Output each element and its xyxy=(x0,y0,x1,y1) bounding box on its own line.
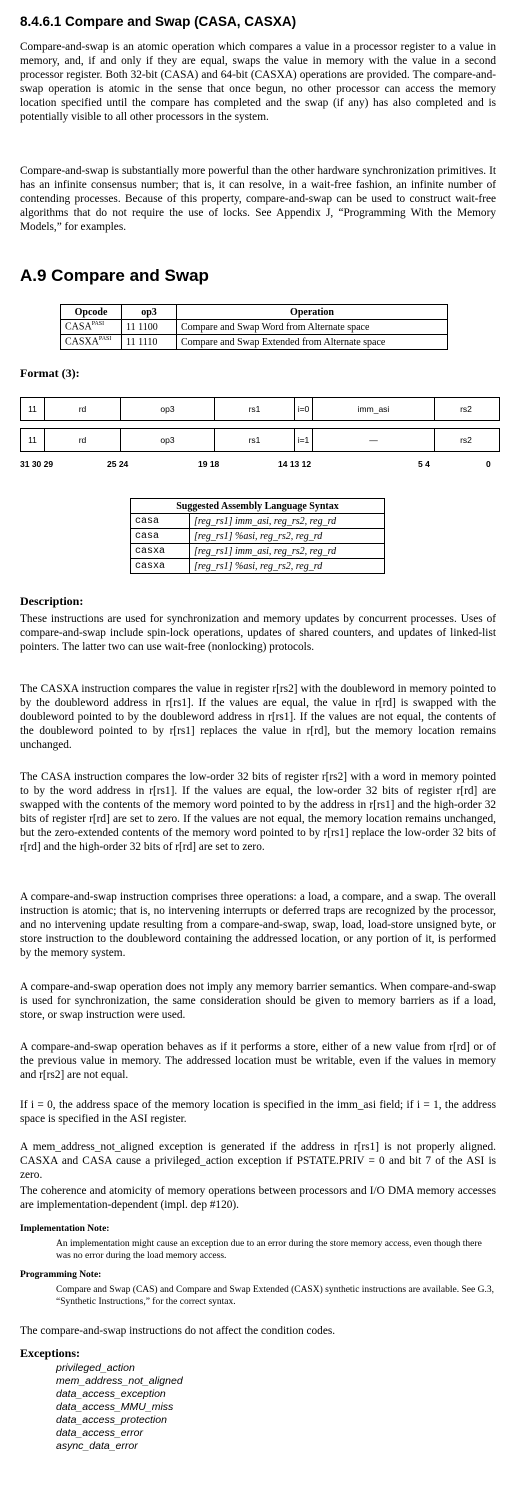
format-field: i=0 xyxy=(295,398,313,420)
desc-p3-text: The CASA instruction compares the low-order 32 bits of register r[rs2] with a word in memory pointed to by the word address in r[rs1]. If the values are equal, the low-order 32 bits of register r[rd] are swapped with the contents of the memory word pointed to by the address in r[rs1] and the high-order 32 bits of register r[rd] are set to zero. If the values are not equal, the memory location remains unchanged, but the zero-extended contents of the memory word pointed to by r[rs1] replace the low-order 32 bits of r[rd] and the high-order 32 bits of r[rd] are set to zero. xyxy=(20,771,496,853)
assembly-syntax-header: Suggested Assembly Language Syntax xyxy=(131,499,385,514)
op3-cell: 11 1110 xyxy=(122,335,177,350)
operation-cell: Compare and Swap Extended from Alternate space xyxy=(177,335,448,350)
bit-number: 25 24 xyxy=(107,459,129,469)
opcode-row xyxy=(61,335,448,350)
desc-p7-text: If i = 0, the address space of the memory location is specified in the imm_asi field; if i = 1, the address space is specified in the ASI register. xyxy=(20,1099,496,1125)
opcode-cell: $CASA^{PASI}$ xyxy=(61,320,122,335)
format-row-imm xyxy=(20,397,500,421)
desc-p5-text: A compare-and-swap operation does not imply any memory barrier semantics. When compare-and-swap is used for synchronization, the same consideration should be given to memory barriers as if a load, store, or swap instruction were used. xyxy=(20,981,496,1021)
description-paragraph-5 xyxy=(20,980,496,1022)
exceptions-list xyxy=(56,1362,183,1453)
operation-header: Operation xyxy=(177,305,448,320)
opcode-cell: $CASXA^{PASI}$ xyxy=(61,335,122,350)
exception-item: mem_address_not_aligned xyxy=(56,1375,183,1387)
opcode-row xyxy=(61,320,448,335)
asm-syntax: [reg_rs1] imm_asi, reg_rs2, reg_rd xyxy=(190,544,385,559)
exception-item: data_access_MMU_miss xyxy=(56,1401,174,1413)
intro-paragraph-2 xyxy=(20,164,496,234)
opcode-header: Opcode xyxy=(61,305,122,320)
exception-item: data_access_protection xyxy=(56,1414,167,1426)
bit-number: 0 xyxy=(486,459,491,469)
programming-note-label: Programming Note: xyxy=(20,1270,102,1280)
desc-p4-text: A compare-and-swap instruction comprises three operations: a load, a compare, and a swap. The overall instruction is atomic; that is, no intervening interrupts or deferred traps are recognized by the processor, and no intervening update resulting from a compare-and-swap, swap, load, load-store unsigned byte, or store instruction to the doubleword containing the addressed location, or any portion of it, is performed by the memory system. xyxy=(20,891,496,959)
format-field: op3 xyxy=(121,429,215,451)
implementation-note-text: An implementation might cause an exception due to an error during the store memory access, even though there was no error during the load memory access. xyxy=(56,1239,482,1261)
format-field: rd xyxy=(45,398,121,420)
opcode-table xyxy=(60,304,448,350)
assembly-row xyxy=(131,514,385,529)
asm-syntax: [reg_rs1] %asi, reg_rs2, reg_rd xyxy=(190,559,385,574)
format-field: 11 xyxy=(21,398,45,420)
description-paragraph-4 xyxy=(20,890,496,960)
asm-mnemonic: casxa xyxy=(131,544,190,559)
format-field: imm_asi xyxy=(313,398,435,420)
format-field: op3 xyxy=(121,398,215,420)
bit-number: 31 30 29 xyxy=(20,459,54,469)
description-label: Description: xyxy=(20,594,84,608)
desc-p6-text: A compare-and-swap operation behaves as if it performs a store, either of a new value from r[rd] or of the previous value in memory. The addressed location must be writable, even if the values in memory and r[rs2] are not equal. xyxy=(20,1041,496,1081)
asm-mnemonic: casa xyxy=(131,529,190,544)
desc-p9-text: The coherence and atomicity of memory operations between processors and I/O DMA memory accesses are implementation-dependent (impl. dep #120). xyxy=(20,1185,496,1211)
exception-item: async_data_error xyxy=(56,1440,138,1452)
assembly-row xyxy=(131,544,385,559)
format-field: 11 xyxy=(21,429,45,451)
asm-syntax: [reg_rs1] imm_asi, reg_rs2, reg_rd xyxy=(190,514,385,529)
bit-numbers xyxy=(20,459,500,471)
description-paragraph-7 xyxy=(20,1098,496,1126)
cond-codes-text: The compare-and-swap instructions do not affect the condition codes. xyxy=(20,1325,336,1337)
intro-paragraph-1 xyxy=(20,40,496,124)
implementation-note-label: Implementation Note: xyxy=(20,1224,110,1234)
op3-cell: 11 1100 xyxy=(122,320,177,335)
op3-header: op3 xyxy=(122,305,177,320)
intro-p1-text: Compare-and-swap is an atomic operation which compares a value in a processor register to a value in memory, and, if and only if they are equal, swaps the value in memory with the value in a second processor register. Both 32-bit (CASA) and 64-bit (CASXA) operations are provided. The compare-and-swap operation is atomic in the sense that once begun, no other processor can access the memory location specified until the compare has completed and the swap (if any) has also completed and is potentially visible to all other processors in the system. xyxy=(20,41,496,123)
desc-p8-text: A mem_address_not_aligned exception is generated if the address in r[rs1] is not properly aligned. CASXA and CASA cause a privileged_action exception if PSTATE.PRIV = 0 and bit 7 of the ASI is zero. xyxy=(20,1141,496,1181)
programming-note-text: Compare and Swap (CAS) and Compare and Swap Extended (CASX) synthetic instructions are available. See G.3, “Synthetic Instructions,” for the correct syntax. xyxy=(56,1285,494,1307)
format-field: i=1 xyxy=(295,429,313,451)
description-paragraph-6 xyxy=(20,1040,496,1082)
format-field: rs2 xyxy=(460,435,472,445)
description-paragraph-3 xyxy=(20,770,496,854)
description-paragraph-8 xyxy=(20,1140,496,1182)
assembly-syntax-table xyxy=(130,498,385,574)
exception-item: data_access_error xyxy=(56,1427,143,1439)
description-paragraph-1 xyxy=(20,612,496,654)
bit-number: 14 13 12 xyxy=(278,459,312,469)
assembly-row xyxy=(131,529,385,544)
section-title: 8.4.6.1 Compare and Swap (CASA, CASXA) xyxy=(20,14,297,29)
assembly-row xyxy=(131,559,385,574)
opcode-table-header xyxy=(61,305,448,320)
format-row-reg xyxy=(20,428,500,452)
format-field: rs1 xyxy=(215,398,295,420)
condition-codes-paragraph xyxy=(20,1324,496,1338)
intro-p2-text: Compare-and-swap is substantially more powerful than the other hardware synchronization primitives. It has an infinite consensus number; that is, it can resolve, in a wait-free fashion, an infinite number of contending processes. Because of this property, compare-and-swap can be used to construct wait-free algorithms that do not require the use of locks. See Appendix J, “Programming With the Memory Models,” for examples. xyxy=(20,165,496,233)
desc-p2-text: The CASXA instruction compares the value in register r[rs2] with the doubleword in memory pointed to by the doubleword address in r[rs1]. If the values are equal, the value in r[rd] is swapped with the doubleword pointed to by the doubleword address in r[rs1]. If the values are not equal, the contents of the doubleword pointed to by r[rs1] replaces the value in r[rd], but the memory location remains unchanged. xyxy=(20,683,496,751)
format-field: rd xyxy=(45,429,121,451)
desc-p1-text: These instructions are used for synchronization and memory updates by concurrent processes. Uses of compare-and-swap include spin-lock operations, updates of shared counters, and updates of linked-list pointers. The latter two can use wait-free (nonlocking) protocols. xyxy=(20,613,496,653)
format-label: Format (3): xyxy=(20,366,80,380)
appendix-title: A.9 Compare and Swap xyxy=(20,266,209,285)
asm-mnemonic: casa xyxy=(131,514,190,529)
asm-mnemonic: casxa xyxy=(131,559,190,574)
exceptions-label: Exceptions: xyxy=(20,1346,80,1360)
asm-syntax: [reg_rs1] %asi, reg_rs2, reg_rd xyxy=(190,529,385,544)
description-paragraph-9 xyxy=(20,1184,496,1212)
description-paragraph-2 xyxy=(20,682,496,752)
bit-number: 19 18 xyxy=(198,459,220,469)
exception-item: privileged_action xyxy=(56,1362,135,1374)
format-field: rs2 xyxy=(460,404,472,414)
exception-item: data_access_exception xyxy=(56,1388,166,1400)
bit-number: 5 4 xyxy=(418,459,430,469)
format-field: — xyxy=(313,429,435,451)
operation-cell: Compare and Swap Word from Alternate space xyxy=(177,320,448,335)
format-field: rs1 xyxy=(215,429,295,451)
